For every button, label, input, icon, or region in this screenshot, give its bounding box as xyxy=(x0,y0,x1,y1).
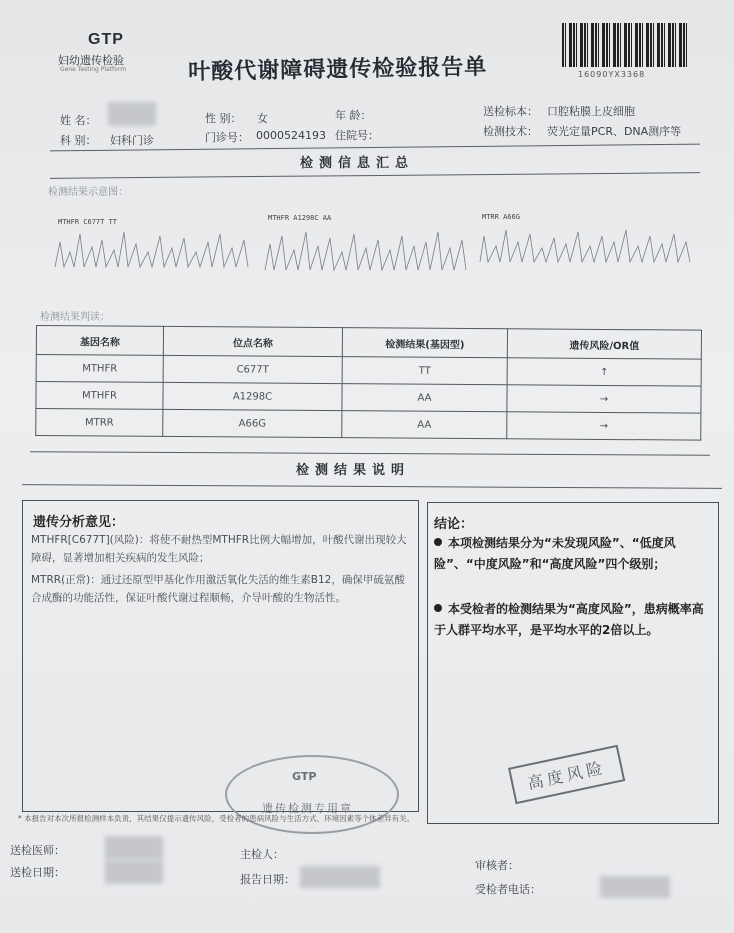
analysis-title: 遗传分析意见： xyxy=(33,515,125,530)
report-title: 叶酸代谢障碍遗传检验报告单 xyxy=(188,54,488,85)
inspector-label: 主检人： xyxy=(240,848,284,861)
genotype-cell: AA xyxy=(342,411,507,439)
reading-label: 检测结果判读： xyxy=(40,312,110,323)
clinic-value: 0000524193 xyxy=(256,129,326,142)
doctor-label: 送检医师： xyxy=(10,844,65,857)
report-date-redacted xyxy=(300,866,380,888)
conclusion-text-2: 本受检者的检测结果为“高度风险”，患病概率高于人群平均水平，是平均水平的2倍以上。 xyxy=(434,602,704,637)
results-header-row xyxy=(36,326,701,360)
summary-heading: 检测信息汇总 xyxy=(300,156,415,171)
site-cell: C677T xyxy=(163,355,342,383)
gene-cell: MTHFR xyxy=(36,355,163,383)
sample-value: 口腔粘膜上皮细胞 xyxy=(547,105,635,118)
header-genotype: 检测结果(基因型) xyxy=(342,328,507,358)
name-redacted xyxy=(108,102,156,126)
seal-text: 遗传检测专用章 xyxy=(262,802,353,815)
gene-cell: MTRR xyxy=(36,409,163,437)
seal-brand: GTP xyxy=(292,770,317,783)
results-table xyxy=(35,325,702,441)
high-risk-stamp: 高度风险 xyxy=(508,745,625,804)
logo-english: Gene Testing Platform xyxy=(60,66,127,73)
divider xyxy=(30,451,710,456)
footer-note: * 本报告对本次所报检测样本负责，其结果仅提示遗传风险，受检者的患病风险与生活方式、环境因素等个体差异有关。 xyxy=(18,814,415,823)
genotype-cell: AA xyxy=(342,384,507,412)
site-cell: A66G xyxy=(163,409,342,437)
header-gene: 基因名称 xyxy=(36,326,163,356)
sample-label: 送检标本： xyxy=(483,105,538,118)
bullet-icon xyxy=(434,604,442,612)
analysis-paragraph-2: MTRR(正常)：通过还原型甲基化作用激活氧化失活的维生素B12，确保甲硫氨酸合成酶的功能活性，保证叶酸代谢过程顺畅，介导叶酸的生物活性。 xyxy=(31,574,405,604)
risk-cell: ↑ xyxy=(507,358,701,386)
seq1-label: MTHFR C677T TT xyxy=(58,218,118,226)
risk-cell: → xyxy=(507,412,701,440)
conclusion-bullet-1 xyxy=(434,533,706,575)
phone-redacted xyxy=(600,876,670,898)
date-redacted xyxy=(105,860,163,884)
gender-label: 性 别： xyxy=(205,112,242,125)
doctor-redacted xyxy=(105,836,163,860)
analysis-paragraph-1: MTHFR[C677T](风险)：将使不耐热型MTHFR比例大幅增加，叶酸代谢出现较大障碍，显著增加相关疾病的发生风险； xyxy=(31,534,407,564)
gender-value: 女 xyxy=(257,112,268,125)
logo-brand: GTP xyxy=(88,31,124,48)
explanation-heading: 检测结果说明 xyxy=(296,463,411,478)
clinic-label: 门诊号： xyxy=(205,131,249,144)
conclusion-title: 结论： xyxy=(434,517,474,532)
site-cell: A1298C xyxy=(163,382,342,410)
barcode-number: 16090YX3368 xyxy=(578,70,646,79)
date-label: 送检日期： xyxy=(10,866,65,879)
seq2-label: MTHFR A1298C AA xyxy=(268,214,332,222)
age-label: 年 龄： xyxy=(335,109,372,122)
sequencing-chromatogram xyxy=(50,222,700,277)
conclusion-text-1: 本项检测结果分为“未发现风险”、“低度风险”、“中度风险”和“高度风险”四个级别； xyxy=(434,536,676,571)
header-risk: 遗传风险/OR值 xyxy=(507,329,701,359)
divider xyxy=(22,484,722,489)
phone-label: 受检者电话： xyxy=(475,883,541,896)
bullet-icon xyxy=(434,538,442,546)
tech-value: 荧光定量PCR、DNA测序等 xyxy=(547,125,682,138)
barcode-icon xyxy=(562,23,690,67)
header-site: 位点名称 xyxy=(163,326,342,356)
seq3-label: MTRR A66G xyxy=(482,213,520,221)
conclusion-bullet-2 xyxy=(434,599,706,641)
diagram-label: 检测结果示意图： xyxy=(48,187,128,198)
gene-cell: MTHFR xyxy=(36,382,163,410)
ward-label: 住院号： xyxy=(335,129,379,142)
tech-label: 检测技术： xyxy=(483,125,538,138)
reviewer-label: 审核者： xyxy=(475,859,519,872)
dept-value: 妇科门诊 xyxy=(110,134,154,147)
genotype-cell: TT xyxy=(342,357,507,385)
report-date-label: 报告日期： xyxy=(240,873,295,886)
dept-label: 科 别： xyxy=(60,134,97,147)
risk-cell: → xyxy=(507,385,701,413)
table-row xyxy=(36,409,701,441)
logo-subtitle: 妇幼遗传检验 xyxy=(58,54,124,67)
name-label: 姓 名： xyxy=(60,114,97,127)
divider xyxy=(50,172,700,179)
